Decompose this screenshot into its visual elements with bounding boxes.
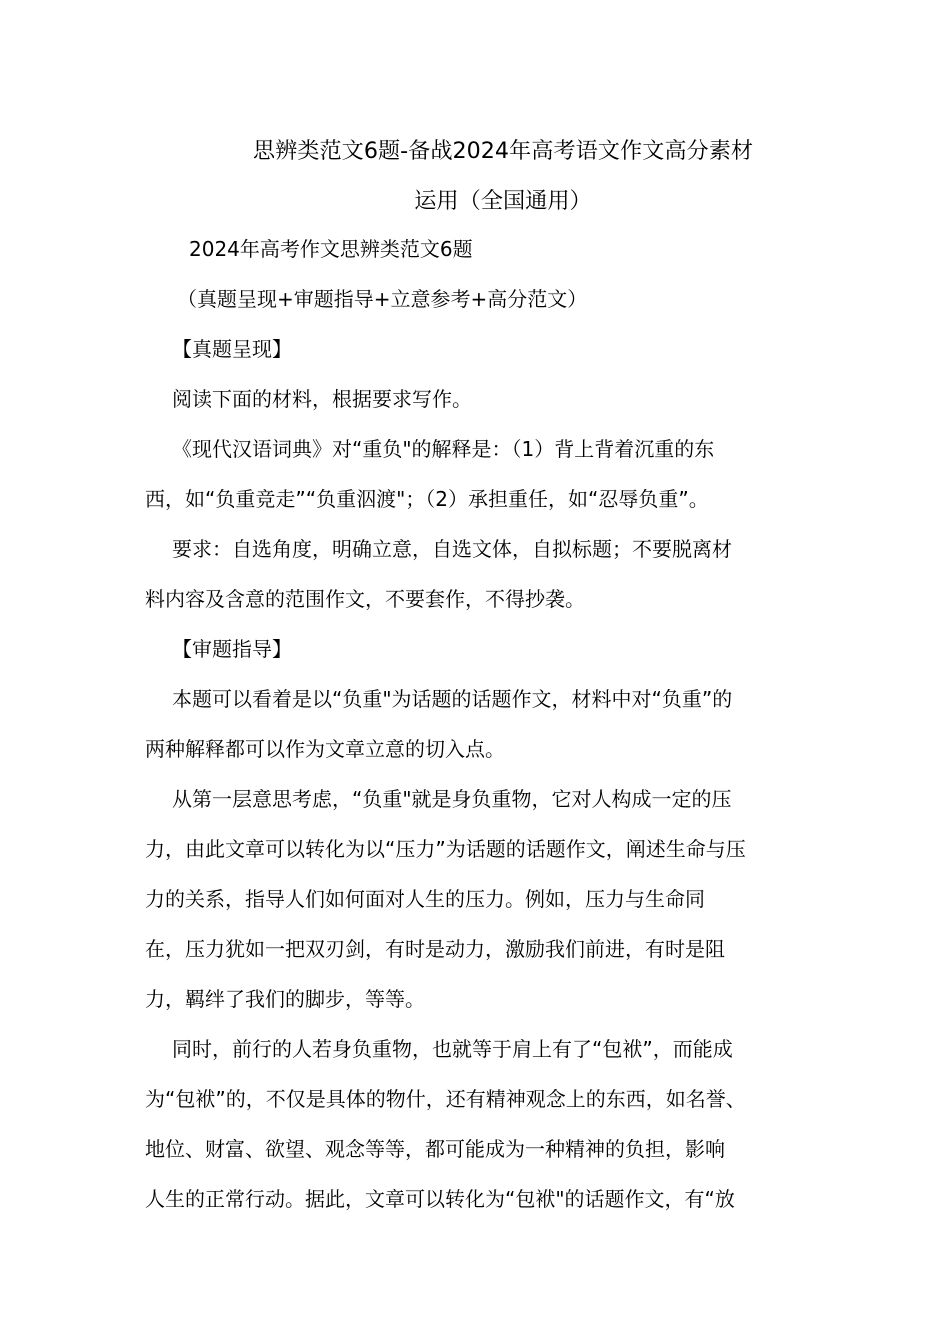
document-title-line-2: 运用（全国通用）	[414, 188, 592, 214]
paragraph-line: 料内容及含意的范围作文，不要套作，不得抄袭。	[145, 587, 585, 611]
paragraph-line: 力，由此文章可以转化为以“压力”为话题的话题作文，阐述生命与压	[145, 837, 746, 861]
paragraph-line: 要求：自选角度，明确立意，自选文体，自拟标题；不要脱离材	[172, 537, 732, 561]
paragraph-line: 西，如“负重竞走”“负重泅渡"；（2）承担重任，如“忍辱负重”。	[145, 487, 709, 511]
document-title-line-1: 思辨类范文6题-备战2024年高考语文作文高分素材	[252, 138, 754, 164]
paragraph-line: 本题可以看着是以“负重"为话题的话题作文，材料中对“负重”的	[172, 687, 733, 711]
paragraph-line: 同时，前行的人若身负重物，也就等于肩上有了“包袱”，而能成	[172, 1037, 733, 1061]
paragraph-line: 力的关系，指导人们如何面对人生的压力。例如，压力与生命同	[145, 887, 705, 911]
section-heading-guidance: 【审题指导】	[172, 637, 292, 661]
paragraph-line: 为“包袱”的，不仅是具体的物什，还有精神观念上的东西，如名誉、	[145, 1087, 746, 1111]
paragraph-line: 《现代汉语词典》对“重负"的解释是：（1）背上背着沉重的东	[172, 437, 715, 461]
paragraph-line: 地位、财富、欲望、观念等等，都可能成为一种精神的负担，影响	[145, 1137, 725, 1161]
paragraph-line: 人生的正常行动。据此，文章可以转化为“包袱"的话题作文，有“放	[145, 1187, 735, 1211]
section-heading-question: 【真题呈现】	[172, 337, 292, 361]
paragraph-line: 从第一层意思考虑，“负重"就是身负重物，它对人构成一定的压	[172, 787, 732, 811]
paragraph-line: 阅读下面的材料，根据要求写作。	[172, 387, 472, 411]
subtitle-parts: （真题呈现+审题指导+立意参考+高分范文）	[177, 287, 588, 311]
subtitle: 2024年高考作文思辨类范文6题	[189, 237, 473, 261]
paragraph-line: 两种解释都可以作为文章立意的切入点。	[145, 737, 505, 761]
paragraph-line: 力，羁绊了我们的脚步，等等。	[145, 987, 425, 1011]
paragraph-line: 在，压力犹如一把双刃剑，有时是动力，激励我们前进，有时是阻	[145, 937, 725, 961]
